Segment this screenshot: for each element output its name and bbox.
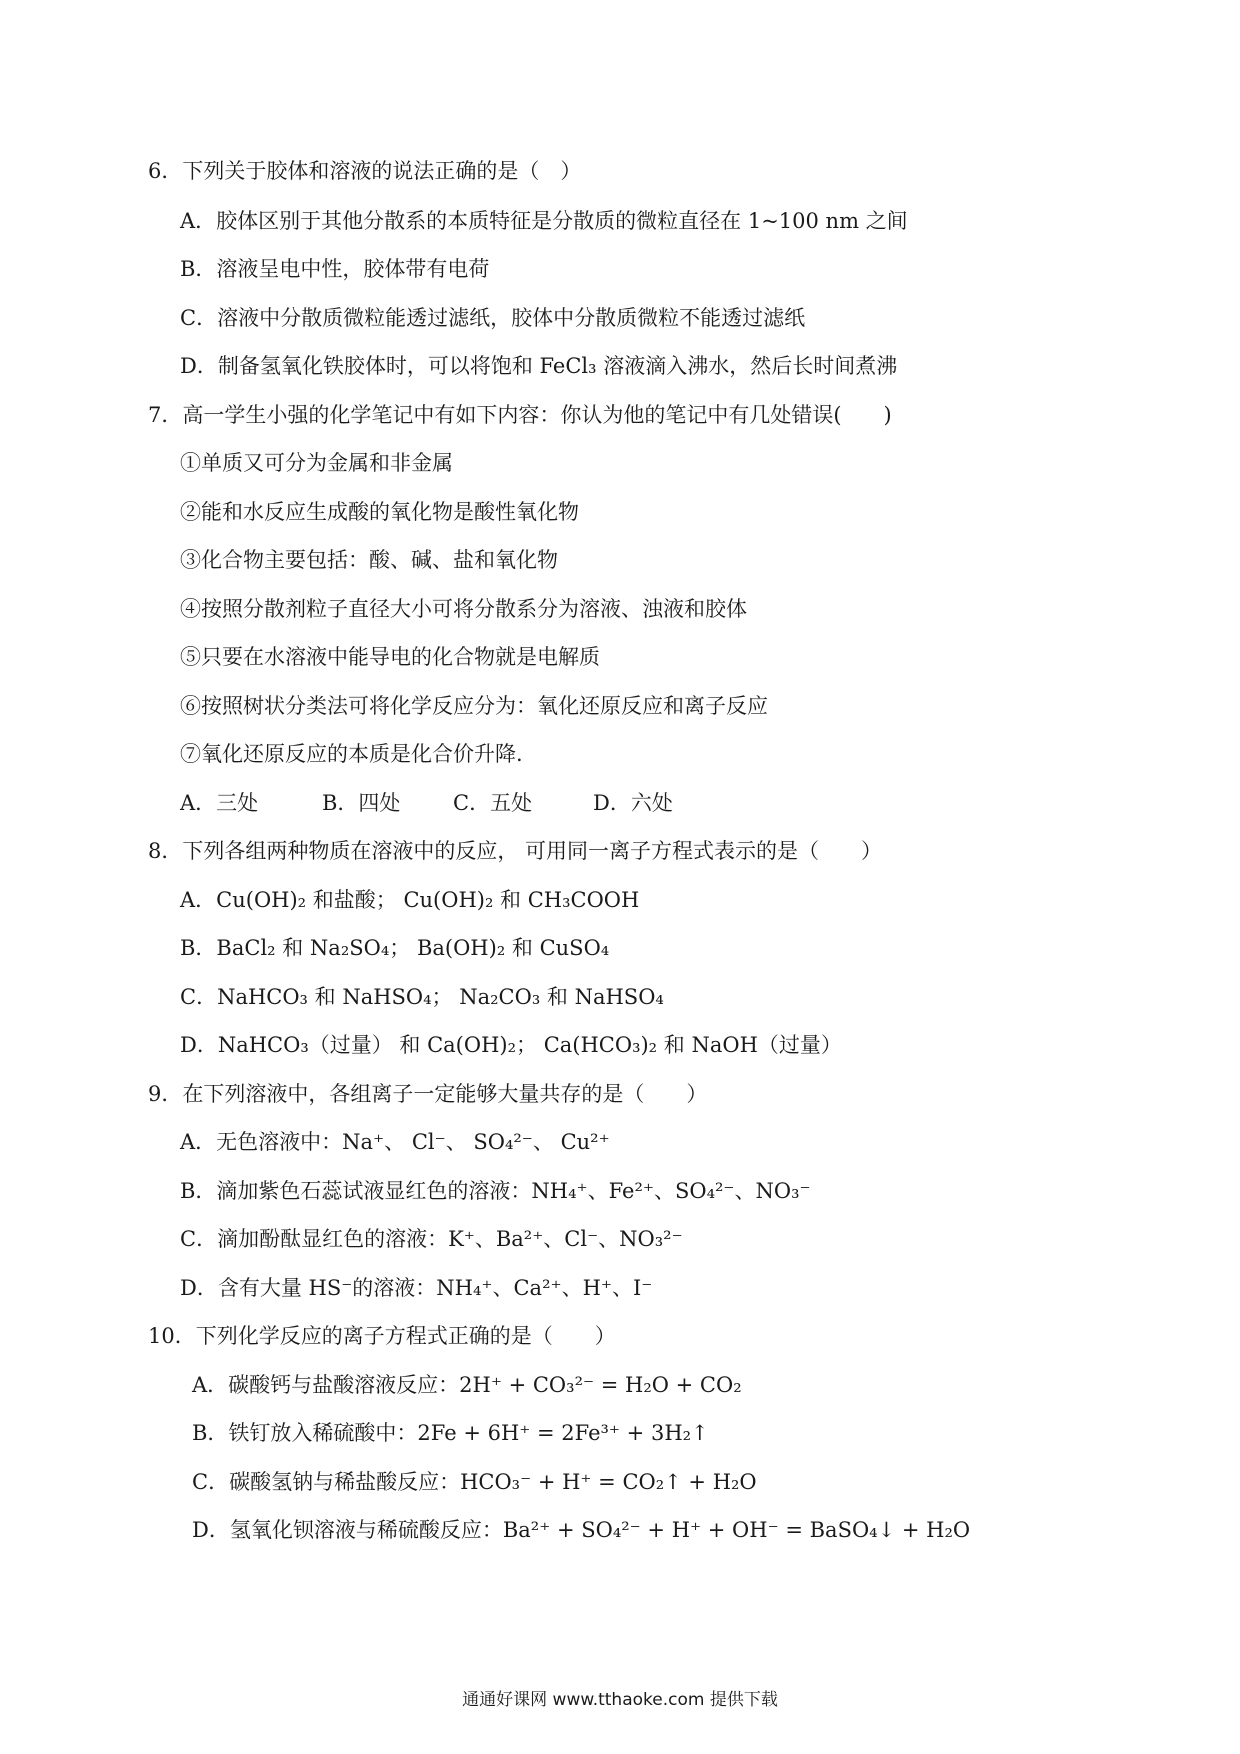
q7-item: ⑥按照树状分类法可将化学反应分为：氧化还原反应和离子反应 xyxy=(180,694,768,718)
q6-option-b: B．溶液呈电中性，胶体带有电荷 xyxy=(180,257,490,281)
q8-option-b: B．BaCl₂ 和 Na₂SO₄； Ba(OH)₂ 和 CuSO₄ xyxy=(180,936,610,960)
q9-option-b: B．滴加紫色石蕊试液显红色的溶液：NH₄⁺、Fe²⁺、SO₄²⁻、NO₃⁻ xyxy=(180,1179,811,1203)
q10-stem: 10．下列化学反应的离子方程式正确的是（ ） xyxy=(148,1324,616,1348)
q7-option-b: B．四处 xyxy=(322,791,401,815)
q6-option-d: D．制备氢氧化铁胶体时，可以将饱和 FeCl₃ 溶液滴入沸水，然后长时间煮沸 xyxy=(180,354,898,378)
page-footer: 通通好课网 www.tthaoke.com 提供下载 xyxy=(462,1690,778,1710)
q9-option-d: D．含有大量 HS⁻的溶液：NH₄⁺、Ca²⁺、H⁺、I⁻ xyxy=(180,1276,653,1300)
q6-stem: 6．下列关于胶体和溶液的说法正确的是（ ） xyxy=(148,159,582,183)
q8-option-a: A．Cu(OH)₂ 和盐酸； Cu(OH)₂ 和 CH₃COOH xyxy=(180,888,640,912)
q10-option-b: B．铁钉放入稀硫酸中：2Fe + 6H⁺ = 2Fe³⁺ + 3H₂↑ xyxy=(192,1421,709,1445)
q9-option-c: C．滴加酚酞显红色的溶液：K⁺、Ba²⁺、Cl⁻、NO₃²⁻ xyxy=(180,1227,683,1251)
q10-option-a: A．碳酸钙与盐酸溶液反应：2H⁺ + CO₃²⁻ = H₂O + CO₂ xyxy=(192,1373,742,1397)
q7-option-c: C．五处 xyxy=(453,791,533,815)
q7-choices xyxy=(180,789,673,817)
q6-option-c: C．溶液中分散质微粒能透过滤纸，胶体中分散质微粒不能透过滤纸 xyxy=(180,306,806,330)
q7-option-d: D．六处 xyxy=(593,791,673,815)
q9-option-a: A．无色溶液中：Na⁺、 Cl⁻、 SO₄²⁻、 Cu²⁺ xyxy=(180,1130,610,1154)
q6-option-a: A．胶体区别于其他分散系的本质特征是分散质的微粒直径在 1~100 nm 之间 xyxy=(180,209,908,233)
q8-option-c: C．NaHCO₃ 和 NaHSO₄； Na₂CO₃ 和 NaHSO₄ xyxy=(180,985,664,1009)
q7-stem: 7．高一学生小强的化学笔记中有如下内容：你认为他的笔记中有几处错误( ) xyxy=(148,403,892,427)
q9-stem: 9．在下列溶液中，各组离子一定能够大量共存的是（ ） xyxy=(148,1082,708,1106)
q7-item: ⑤只要在水溶液中能导电的化合物就是电解质 xyxy=(180,645,600,669)
q10-option-c: C．碳酸氢钠与稀盐酸反应：HCO₃⁻ + H⁺ = CO₂↑ + H₂O xyxy=(192,1470,757,1494)
q7-item: ③化合物主要包括：酸、碱、盐和氧化物 xyxy=(180,548,558,572)
q8-stem: 8．下列各组两种物质在溶液中的反应， 可用同一离子方程式表示的是（ ） xyxy=(148,839,883,863)
q8-option-d: D．NaHCO₃（过量） 和 Ca(OH)₂； Ca(HCO₃)₂ 和 NaOH（过量） xyxy=(180,1033,842,1057)
q7-item: ②能和水反应生成酸的氧化物是酸性氧化物 xyxy=(180,500,579,524)
q7-item: ①单质又可分为金属和非金属 xyxy=(180,451,453,475)
q7-item: ⑦氧化还原反应的本质是化合价升降. xyxy=(180,742,523,766)
q10-option-d: D．氢氧化钡溶液与稀硫酸反应：Ba²⁺ + SO₄²⁻ + H⁺ + OH⁻ = BaSO₄↓ + H₂O xyxy=(192,1518,971,1542)
q7-option-a: A．三处 xyxy=(180,791,259,815)
q7-item: ④按照分散剂粒子直径大小可将分散系分为溶液、浊液和胶体 xyxy=(180,597,747,621)
